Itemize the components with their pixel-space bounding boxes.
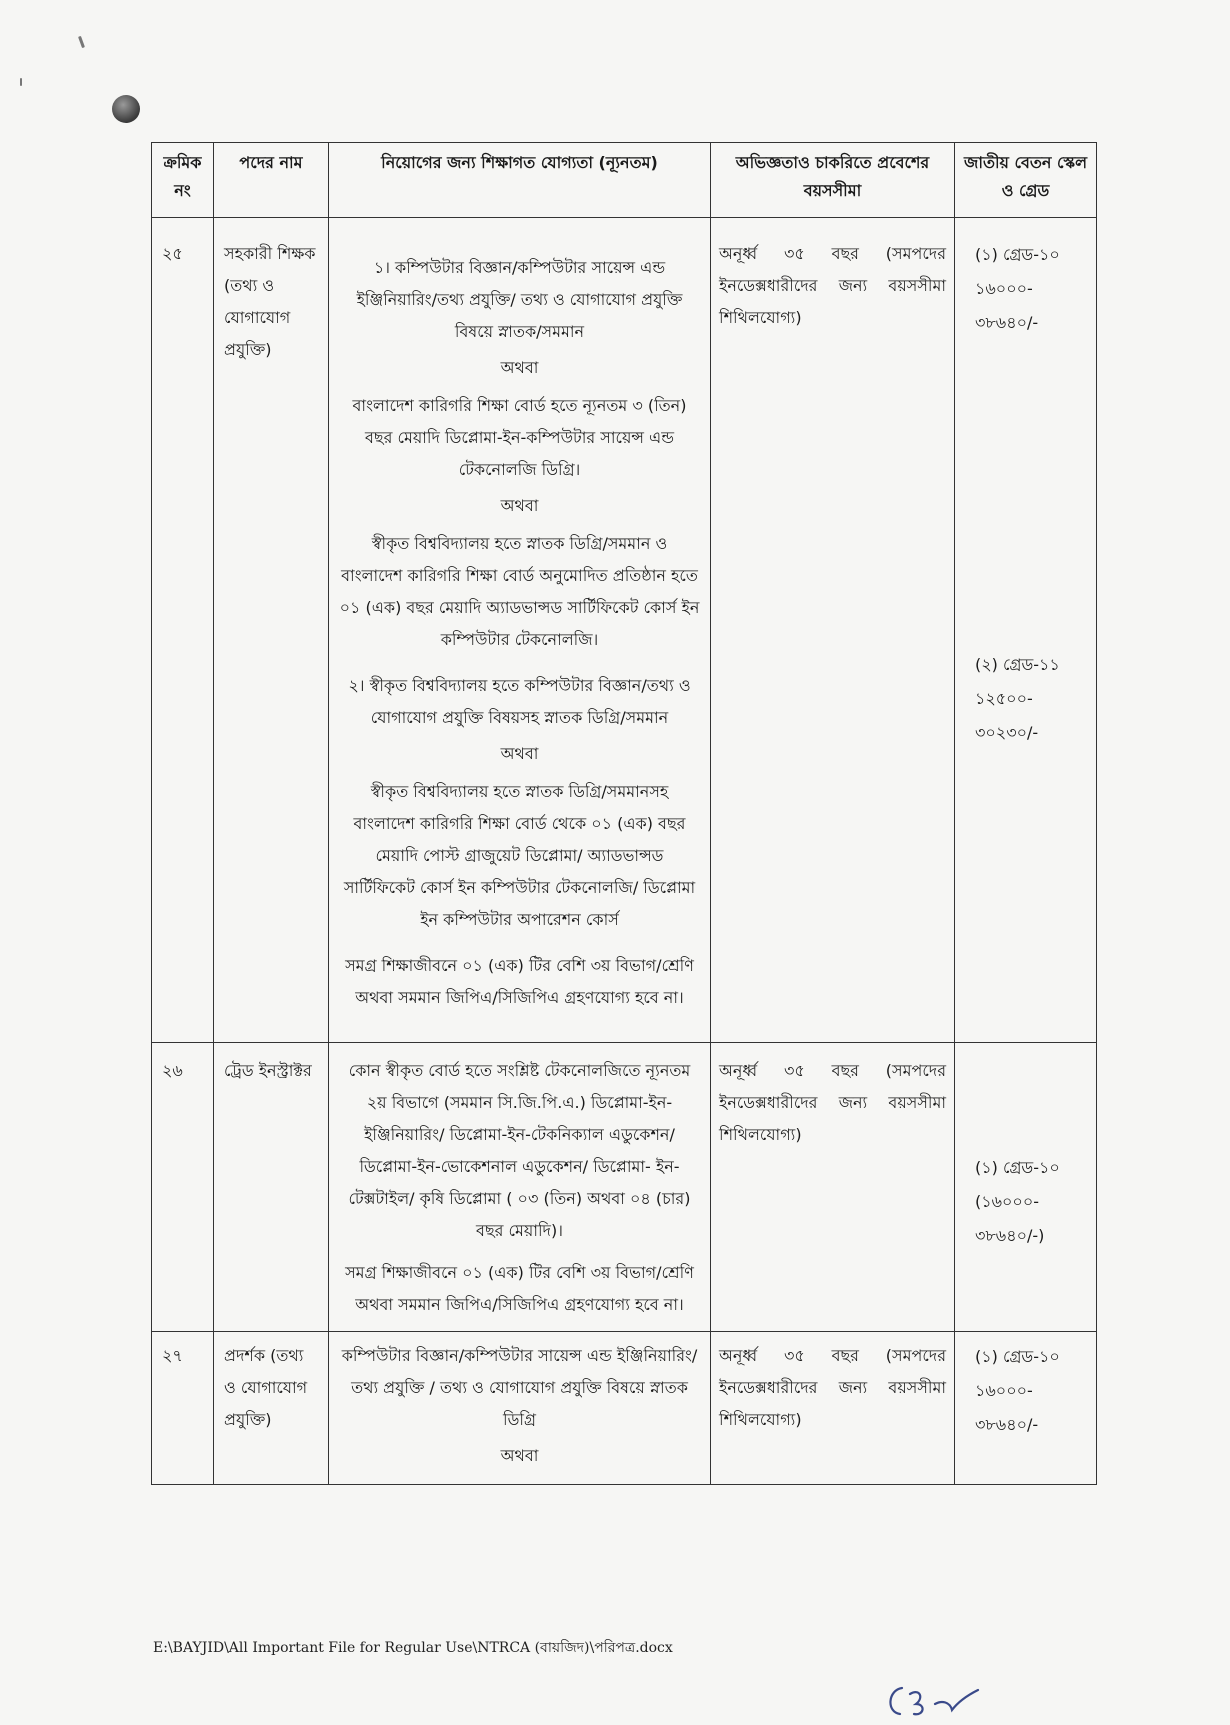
header-qualification: নিয়োগের জন্য শিক্ষাগত যোগ্যতা (ন্যূনতম) [329, 143, 711, 218]
table-header-row [152, 143, 1097, 218]
row-experience: অনূর্ধ্ব ৩৫ বছর (সমপদের ইনডেক্সধারীদের জন্য বয়সসীমা শিথিলযোগ্য) [711, 218, 955, 1043]
grade-scale: ১৬০০০- ৩৮৬৪০/- [975, 279, 1039, 332]
grade-option-2 [975, 648, 1086, 750]
grade-title: (১) গ্রেড-১০ [975, 1158, 1060, 1177]
qualification-or: অথবা [500, 496, 539, 515]
grade-title: (১) গ্রেড-১০ [975, 1347, 1060, 1366]
row-serial: ২৫ [152, 218, 214, 1043]
qualification-or: অথবা [500, 744, 539, 763]
grade-option-1 [975, 1340, 1086, 1442]
qualification-para: বাংলাদেশ কারিগরি শিক্ষা বোর্ড হতে ন্যূনতম ৩ (তিন) বছর মেয়াদি ডিপ্লোমা-ইন-কম্পিউটার সায়েন্স এন্ড টেকনোলজি ডিগ্রি। [352, 396, 687, 479]
row-experience: অনূর্ধ্ব ৩৫ বছর (সমপদের ইনডেক্সধারীদের জন্য বয়সসীমা শিথিলযোগ্য) [711, 1332, 955, 1485]
qualification-para: স্বীকৃত বিশ্ববিদ্যালয় হতে স্নাতক ডিগ্রি/সমমানসহ বাংলাদেশ কারিগরি শিক্ষা বোর্ড থেকে ০১ (এক) বছর মেয়াদি পোস্ট গ্রাজুয়েট ডিপ্লোমা/ অ্যাডভান্সড সার্টিফিকেট কোর্স ইন কম্পিউটার টেকনোলজি/ ডিপ্লোমা ইন কম্পিউটার অপারেশন কোর্স [343, 782, 696, 929]
header-experience: অভিজ্ঞতাও চাকরিতে প্রবেশের বয়সসীমা [711, 143, 955, 218]
row-experience: অনূর্ধ্ব ৩৫ বছর (সমপদের ইনডেক্সধারীদের জন্য বয়সসীমা শিথিলযোগ্য) [711, 1043, 955, 1332]
qualification-para: কম্পিউটার বিজ্ঞান/কম্পিউটার সায়েন্স এন্ড ইঞ্জিনিয়ারিং/তথ্য প্রযুক্তি / তথ্য ও যোগাযোগ প্রযুক্তি বিষয়ে স্নাতক ডিগ্রি [341, 1346, 698, 1429]
row-qualification [329, 1043, 711, 1332]
scan-speck [20, 78, 22, 86]
grade-scale: ১৬০০০- ৩৮৬৪০/- [975, 1381, 1039, 1434]
qualification-para: ২। স্বীকৃত বিশ্ববিদ্যালয় হতে কম্পিউটার বিজ্ঞান/তথ্য ও যোগাযোগ প্রযুক্তি বিষয়সহ স্নাতক ডিগ্রি/সমমান [348, 676, 691, 727]
qualification-para: ১। কম্পিউটার বিজ্ঞান/কম্পিউটার সায়েন্স এন্ড ইঞ্জিনিয়ারিং/তথ্য প্রযুক্তি/ তথ্য ও যোগাযোগ প্রযুক্তি বিষয়ে স্নাতক/সমমান [356, 258, 683, 341]
grade-option-1 [975, 1151, 1086, 1253]
grade-scale: (১৬০০০- ৩৮৬৪০/-) [975, 1192, 1045, 1245]
handwritten-initial [880, 1682, 990, 1722]
row-qualification [329, 1332, 711, 1485]
table-row [152, 218, 1097, 1043]
row-post-name: সহকারী শিক্ষক (তথ্য ও যোগাযোগ প্রযুক্তি) [214, 218, 329, 1043]
grade-option-1 [975, 238, 1086, 340]
header-post: পদের নাম [214, 143, 329, 218]
file-path-footer: E:\BAYJID\All Important File for Regular Use\NTRCA (বায়জিদ)\পরিপত্র.docx [153, 1640, 673, 1656]
grade-title: (১) গ্রেড-১০ [975, 245, 1060, 264]
grade-title: (২) গ্রেড-১১ [975, 655, 1060, 674]
row-serial: ২৬ [152, 1043, 214, 1332]
qualification-or: অথবা [500, 1446, 539, 1465]
scan-speck [78, 36, 85, 48]
row-grade [955, 218, 1097, 1043]
punch-hole [112, 95, 140, 123]
row-serial: ২৭ [152, 1332, 214, 1485]
table-row [152, 1332, 1097, 1485]
row-grade [955, 1332, 1097, 1485]
qualification-or: অথবা [500, 358, 539, 377]
row-grade [955, 1043, 1097, 1332]
qualification-para: সমগ্র শিক্ষাজীবনে ০১ (এক) টির বেশি ৩য় বিভাগ/শ্রেণি অথবা সমমান জিপিএ/সিজিপিএ গ্রহণযোগ্য হবে না। [345, 956, 694, 1007]
row-post-name: ট্রেড ইনস্ট্রাক্টর [214, 1043, 329, 1332]
header-grade: জাতীয় বেতন স্কেল ও গ্রেড [955, 143, 1097, 218]
qualification-para: স্বীকৃত বিশ্ববিদ্যালয় হতে স্নাতক ডিগ্রি/সমমান ও বাংলাদেশ কারিগরি শিক্ষা বোর্ড অনুমোদিত প্রতিষ্ঠান হতে ০১ (এক) বছর মেয়াদি অ্যাডভান্সড সার্টিফিকেট কোর্স ইন কম্পিউটার টেকনোলজি। [339, 534, 700, 649]
row-post-name: প্রদর্শক (তথ্য ও যোগাযোগ প্রযুক্তি) [214, 1332, 329, 1485]
qualification-para: কোন স্বীকৃত বোর্ড হতে সংশ্লিষ্ট টেকনোলজিতে ন্যূনতম ২য় বিভাগে (সমমান সি.জি.পি.এ.) ডিপ্লোমা-ইন-ইঞ্জিনিয়ারিং/ ডিপ্লোমা-ইন-টেকনিক্যাল এডুকেশন/ডিপ্লোমা-ইন-ভোকেশনাল এডুকেশন/ ডিপ্লোমা- ইন-টেক্সটাইল/ কৃষি ডিপ্লোমা ( ০৩ (তিন) অথবা ০৪ (চার) বছর মেয়াদি)। [348, 1061, 691, 1240]
row-qualification [329, 218, 711, 1043]
post-requirements-table [151, 142, 1097, 1485]
table-row [152, 1043, 1097, 1332]
header-serial: ক্রমিক নং [152, 143, 214, 218]
grade-scale: ১২৫০০- ৩০২৩০/- [975, 689, 1039, 742]
qualification-para: সমগ্র শিক্ষাজীবনে ০১ (এক) টির বেশি ৩য় বিভাগ/শ্রেণি অথবা সমমান জিপিএ/সিজিপিএ গ্রহণযোগ্য হবে না। [345, 1263, 694, 1314]
